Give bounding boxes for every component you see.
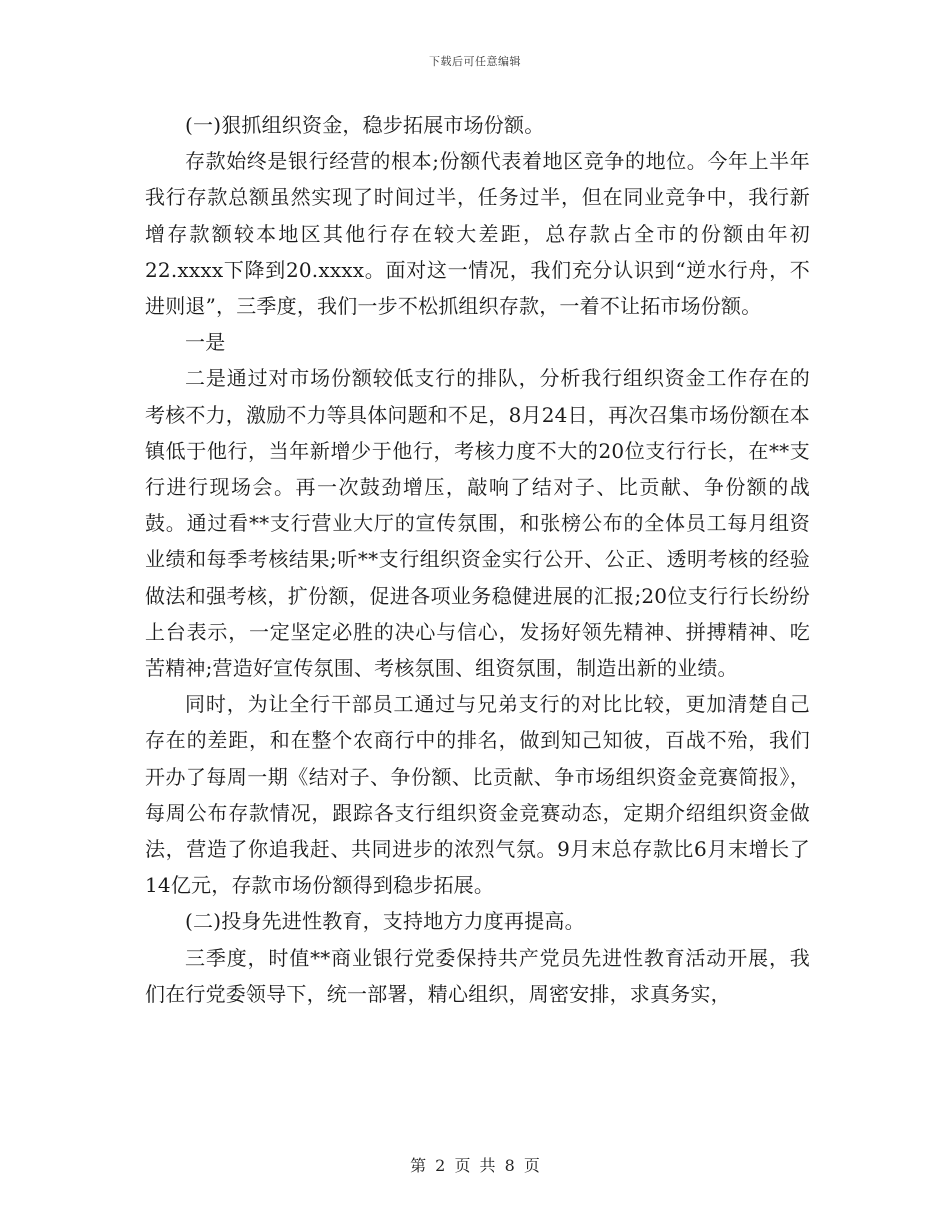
page-header: 下载后可任意编辑 [429, 55, 521, 68]
paragraph: 同时，为让全行干部员工通过与兄弟支行的对比比较，更加清楚自己存在的差距，和在整个农商行中的排名，做到知己知彼，百战不殆，我们开办了每周一期《结对子、争份额、比贡献、争市场组织资金竞赛简报》，每周公布存款情况，跟踪各支行组织资金竞赛动态，定期介绍组织资金做法，营造了你追我赶、共同进步的浓烈气氛。9月末总存款比6月末增长了14亿元，存款市场份额得到稳步拓展。 [145, 692, 810, 898]
section-heading-1: (一)狠抓组织资金，稳步拓展市场份额。 [185, 113, 545, 137]
paragraph: 三季度，时值**商业银行党委保持共产党员先进性教育活动开展，我们在行党委领导下，统一部署，精心组织，周密安排，求真务实， [145, 945, 810, 1006]
paragraph: 一是 [185, 330, 226, 355]
document-body [145, 107, 810, 1012]
page-number: 第 2 页 共 8 页 [410, 1156, 540, 1175]
paragraph: 二是通过对市场份额较低支行的排队，分析我行组织资金工作存在的考核不力，激励不力等具体问题和不足，8月24日，再次召集市场份额在本镇低于他行，当年新增少于他行，考核力度不大的20位支行行长，在**支行进行现场会。再一次鼓劲增压，敲响了结对子、比贡献、争份额的战鼓。通过看**支行营业大厅的宣传氛围，和张榜公布的全体员工每月组资业绩和每季考核结果;听**支行组织资金实行公开、公正、透明考核的经验做法和强考核，扩份额，促进各项业务稳健进展的汇报;20位支行行长纷纷上台表示，一定坚定必胜的决心与信心，发扬好领先精神、拼搏精神、吃苦精神;营造好宣传氛围、考核氛围、组资氛围，制造出新的业绩。 [145, 366, 810, 681]
paragraph: 存款始终是银行经营的根本;份额代表着地区竞争的地位。今年上半年我行存款总额虽然实现了时间过半，任务过半，但在同业竞争中，我行新增存款额较本地区其他行存在较大差距，总存款占全市的份额由年初22.xxxx下降到20.xxxx。面对这一情况，我们充分认识到“逆水行舟，不进则退”，三季度，我们一步不松抓组织存款，一着不让拓市场份额。 [145, 149, 810, 319]
section-heading-2: (二)投身先进性教育，支持地方力度再提高。 [185, 909, 585, 934]
